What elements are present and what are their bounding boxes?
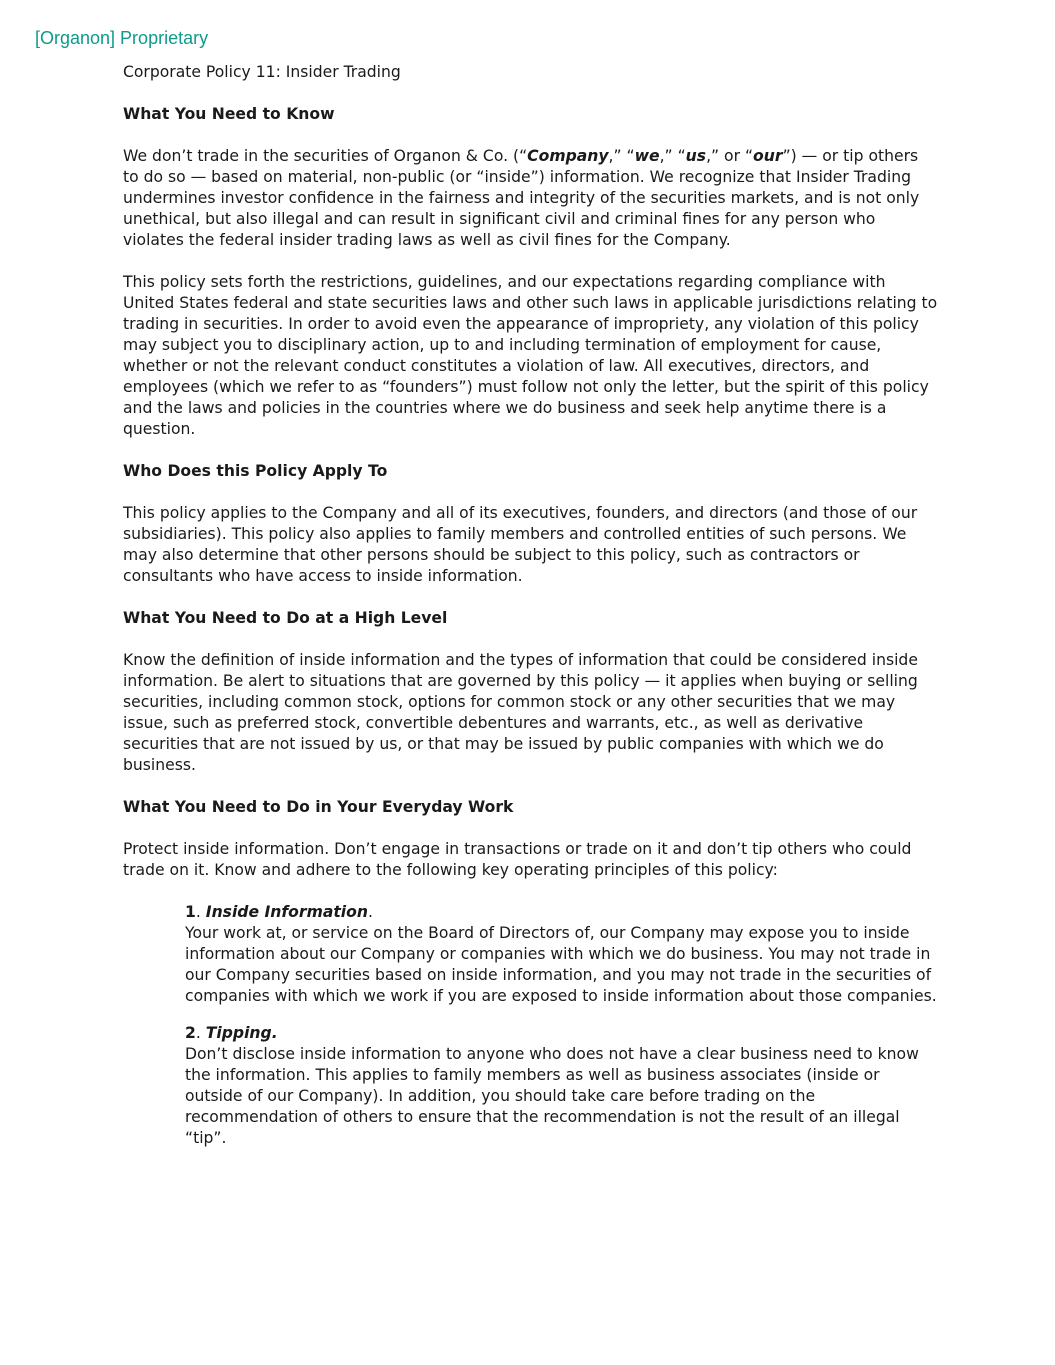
paragraph-high-level: Know the definition of inside information and the types of information that could be considered inside information. Be alert to situations that are governed by this policy — it applies when buying or selling securities, including common stock, options for common stock or any other securities that we may issue, such as preferred stock, convertible debentures and warrants, etc., as well as derivative securities that are not issued by us, or that may be issued by public companies with which we do business. xyxy=(123,651,918,774)
list-item-body: Your work at, or service on the Board of Directors of, our Company may expose you to inside information about our Company or companies with which we do business. You may not trade in our Company securities based on inside information, and you may not trade in the securities of companies with which we work if you are exposed to inside information about those companies. xyxy=(185,924,937,1005)
term-we: we xyxy=(634,147,660,165)
section-heading-high-level: What You Need to Do at a High Level xyxy=(123,609,448,627)
intro-sep-3: ,” or “ xyxy=(706,147,754,165)
section-heading-what-you-need-to-know: What You Need to Know xyxy=(123,105,335,123)
paragraph-everyday-work: Protect inside information. Don’t engage in transactions or trade on it and don’t tip others who could trade on it. Know and adhere to the following key operating principles of this policy: xyxy=(123,840,912,879)
list-item-separator: . xyxy=(195,1024,206,1042)
proprietary-label: [Organon] Proprietary xyxy=(35,28,209,48)
list-item-inside-information xyxy=(185,902,938,1007)
term-us: us xyxy=(685,147,707,165)
list-item-body: Don’t disclose inside information to anyone who does not have a clear business need to know the information. This applies to family members as well as business associates (inside or outside of our Company). In addition, you should take care before trading on the recommendation of others to ensure that the recommendation is not the result of an illegal “tip”. xyxy=(185,1045,919,1147)
document-title: Corporate Policy 11: Insider Trading xyxy=(123,63,401,81)
intro-sep-1: ,” “ xyxy=(608,147,635,165)
list-item-title: Inside Information xyxy=(205,903,368,921)
section-heading-who-does-this-apply-to: Who Does this Policy Apply To xyxy=(123,462,388,480)
intro-text-rest: ”) — or tip others to do so — based on material, non-public (or “inside”) information. We recognize that Insider Trading undermines investor confidence in the fairness and integrity of the securities markets, and is not only unethical, but also illegal and can result in significant civil and criminal fines for any person who violates the federal insider trading laws as well as civil fines for the Company. xyxy=(123,147,920,249)
section-heading-everyday-work: What You Need to Do in Your Everyday Work xyxy=(123,798,514,816)
list-item-title-suffix: . xyxy=(367,903,373,921)
paragraph-intro xyxy=(123,146,938,251)
list-item-title: Tipping. xyxy=(205,1024,278,1042)
list-item-heading xyxy=(185,1023,938,1044)
paragraph-policy-scope: This policy sets forth the restrictions, guidelines, and our expectations regarding compliance with United States federal and state securities laws and other such laws in applicable jurisdictions relating to trading in securities. In order to avoid even the appearance of impropriety, any violation of this policy may subject you to disciplinary action, up to and including termination of employment for cause, whether or not the relevant conduct constitutes a violation of law. All executives, directors, and employees (which we refer to as “founders”) must follow not only the letter, but the spirit of this policy and the laws and policies in the countries where we do business and seek help anytime there is a question. xyxy=(123,273,938,438)
paragraph-applicability: This policy applies to the Company and all of its executives, founders, and directors (and those of our subsidiaries). This policy also applies to family members and controlled entities of such persons. We may also determine that other persons should be subject to this policy, such as contractors or consultants who have access to inside information. xyxy=(123,504,918,585)
list-item-heading xyxy=(185,902,938,923)
term-our: our xyxy=(753,147,783,165)
list-item-tipping xyxy=(185,1023,938,1149)
intro-text-start: We don’t trade in the securities of Organon & Co. (“ xyxy=(123,147,528,165)
list-item-number: 2 xyxy=(185,1024,196,1042)
term-company: Company xyxy=(527,147,609,165)
list-item-number: 1 xyxy=(185,903,196,921)
list-item-separator: . xyxy=(195,903,206,921)
document-content xyxy=(123,62,938,1165)
intro-sep-2: ,” “ xyxy=(659,147,686,165)
